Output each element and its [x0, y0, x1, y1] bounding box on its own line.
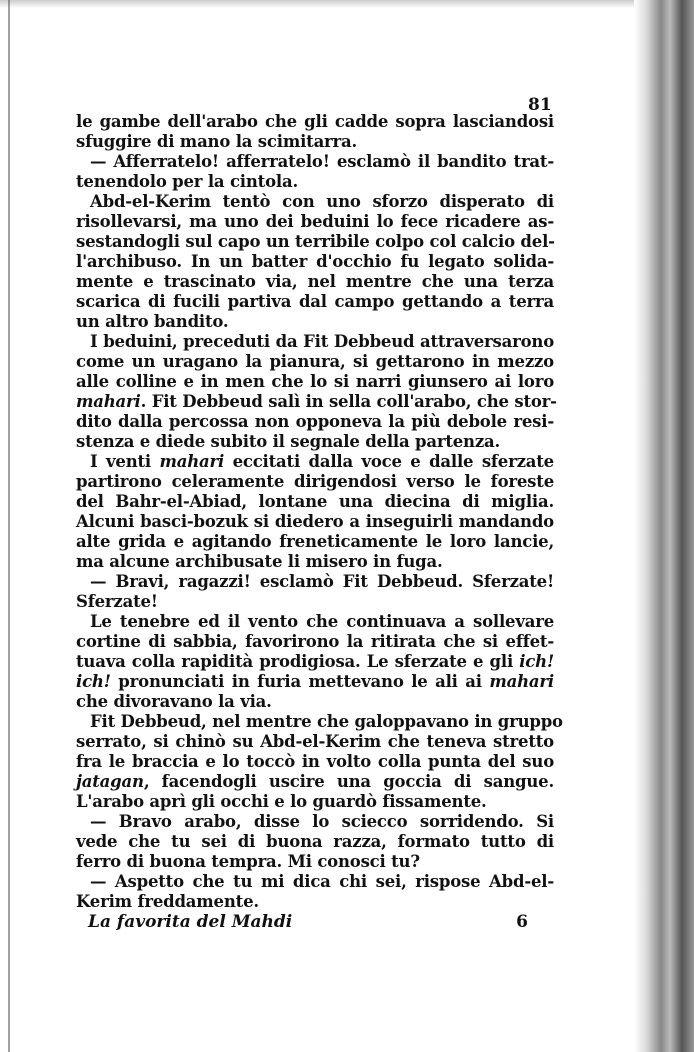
- text-line: [76, 732, 554, 752]
- text-segment: — Afferratelo! afferratelo! esclamò il bandito trat-: [90, 152, 554, 171]
- text-segment: stenza e diede subito il segnale della partenza.: [76, 432, 501, 451]
- text-segment: l'archibuso. In un batter d'occhio fu legato solida-: [76, 252, 554, 271]
- text-segment: vede che tu sei di buona razza, formato tutto di: [76, 832, 554, 851]
- text-line: [76, 172, 554, 192]
- text-line: [76, 112, 554, 132]
- text-line: [76, 192, 554, 212]
- text-line: [76, 872, 554, 892]
- text-line: [76, 772, 554, 792]
- text-segment: fra le braccia e lo toccò in volto colla punta del suo: [76, 752, 554, 771]
- text-segment: eccitati dalla voce e dalle sferzate: [224, 452, 554, 471]
- text-segment: alle colline e in men che lo si narri giunsero ai loro: [76, 372, 554, 391]
- scan-edge-left: [8, 0, 10, 1052]
- text-line: [76, 452, 554, 472]
- text-line: [76, 592, 554, 612]
- text-segment: partirono celeramente dirigendosi verso le foreste: [76, 472, 554, 491]
- text-segment: mente e trascinato via, nel mentre che una terza: [76, 272, 554, 291]
- text-segment: tenendolo per la cintola.: [76, 172, 298, 191]
- text-line: [76, 832, 554, 852]
- italic-text: mahari: [489, 672, 554, 691]
- italic-text: mahari: [76, 392, 141, 411]
- text-segment: I beduini, preceduti da Fit Debbeud attraversarono: [90, 332, 554, 351]
- text-segment: che divoravano la via.: [76, 692, 272, 711]
- text-segment: serrato, si chinò su Abd-el-Kerim che teneva stretto: [76, 732, 554, 751]
- text-segment: come un uragano la pianura, si gettarono in mezzo: [76, 352, 554, 371]
- text-line: [76, 572, 554, 592]
- page-footer: [88, 912, 528, 932]
- text-segment: . Fit Debbeud salì in sella coll'arabo, che stor-: [140, 392, 557, 411]
- text-line: [76, 292, 554, 312]
- text-line: [76, 352, 554, 372]
- italic-text: mahari: [159, 452, 225, 471]
- text-line: [76, 492, 554, 512]
- text-line: [76, 312, 554, 332]
- text-line: [76, 672, 554, 692]
- text-line: [76, 792, 554, 812]
- text-segment: scarica di fucili partiva dal campo gettando a terra: [76, 292, 554, 311]
- text-segment: L'arabo aprì gli occhi e lo guardò fissamente.: [76, 792, 487, 811]
- signature-mark: 6: [516, 912, 528, 932]
- text-line: [76, 532, 554, 552]
- text-line: [76, 132, 554, 152]
- text-line: [76, 332, 554, 352]
- text-line: [76, 152, 554, 172]
- book-title: La favorita del Mahdi: [88, 912, 293, 932]
- text-segment: — Bravi, ragazzi! esclamò Fit Debbeud. Sferzate!: [90, 572, 554, 591]
- body-text: [76, 112, 563, 912]
- text-segment: alte grida e agitando freneticamente le loro lancie,: [76, 532, 554, 551]
- text-segment: Le tenebre ed il vento che continuava a sollevare: [90, 612, 554, 631]
- text-segment: — Bravo arabo, disse lo sciecco sorridendo. Si: [90, 812, 554, 831]
- text-line: [76, 272, 554, 292]
- text-line: [76, 552, 554, 572]
- text-line: [76, 852, 554, 872]
- text-segment: Kerim freddamente.: [76, 892, 259, 911]
- scan-edge-right: [634, 0, 694, 1052]
- text-segment: tuava colla rapidità prodigiosa. Le sferzate e gli: [76, 652, 520, 671]
- text-line: [76, 372, 554, 392]
- text-segment: Sferzate!: [76, 592, 158, 611]
- text-line: [76, 512, 554, 532]
- text-line: [76, 652, 554, 672]
- text-line: [76, 392, 557, 412]
- text-segment: pronunciati in furia mettevano le ali ai: [110, 672, 490, 691]
- text-segment: un altro bandito.: [76, 312, 229, 331]
- text-line: [76, 252, 554, 272]
- italic-text: jatagan: [76, 772, 144, 791]
- text-line: [76, 892, 554, 912]
- text-line: [76, 692, 554, 712]
- text-line: [76, 752, 554, 772]
- text-segment: cortine di sabbia, favorirono la ritirata che si effet-: [76, 632, 554, 651]
- text-line: [76, 212, 554, 232]
- text-segment: del Bahr-el-Abiad, lontane una diecina di miglia.: [76, 492, 554, 511]
- text-line: [76, 412, 554, 432]
- text-segment: le gambe dell'arabo che gli cadde sopra lasciandosi: [76, 112, 554, 131]
- text-segment: sestandogli sul capo un terribile colpo col calcio del-: [76, 232, 555, 251]
- text-line: [76, 232, 554, 252]
- text-segment: , facendogli uscire una goccia di sangue.: [143, 772, 554, 791]
- scan-edge-top: [0, 0, 694, 8]
- text-segment: ferro di buona tempra. Mi conosci tu?: [76, 852, 420, 871]
- text-segment: Abd-el-Kerim tentò con uno sforzo disperato di: [90, 192, 554, 211]
- text-line: [76, 812, 554, 832]
- text-segment: sfuggire di mano la scimitarra.: [76, 132, 358, 151]
- text-segment: Alcuni basci-bozuk si diedero a inseguirli mandando: [76, 512, 554, 531]
- text-segment: Fit Debbeud, nel mentre che galoppavano in gruppo: [90, 712, 563, 731]
- text-line: [76, 612, 554, 632]
- text-line: [76, 712, 563, 732]
- text-line: [76, 472, 554, 492]
- text-line: [76, 432, 554, 452]
- text-segment: I venti: [90, 452, 160, 471]
- italic-text: ich!: [519, 652, 554, 671]
- text-segment: risollevarsi, ma uno dei beduini lo fece ricadere as-: [76, 212, 554, 231]
- italic-text: ich!: [76, 672, 111, 691]
- page-number: 81: [528, 95, 552, 115]
- text-line: [76, 632, 554, 652]
- text-segment: ma alcune archibusate li misero in fuga.: [76, 552, 443, 571]
- text-segment: — Aspetto che tu mi dica chi sei, rispose Abd-el-: [90, 872, 554, 891]
- text-segment: dito dalla percossa non opponeva la più debole resi-: [76, 412, 554, 431]
